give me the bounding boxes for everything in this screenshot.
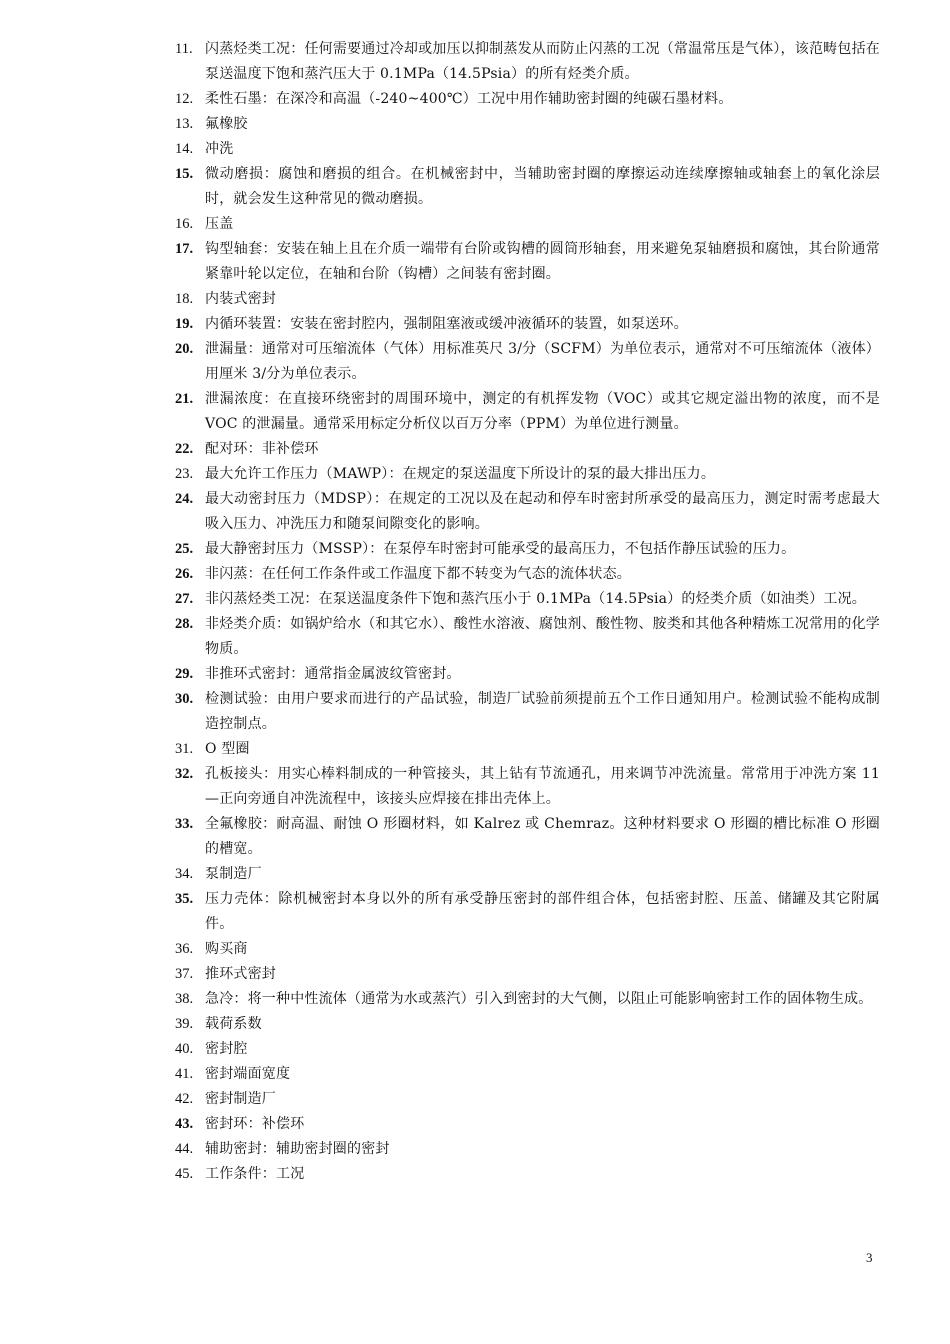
item-number: 37.	[175, 966, 194, 982]
glossary-item	[175, 1012, 880, 1037]
item-number: 43.	[175, 1116, 194, 1132]
item-text: 氟橡胶	[205, 116, 248, 132]
item-number: 21.	[175, 391, 194, 407]
glossary-item	[175, 1087, 880, 1112]
item-number: 32.	[175, 766, 194, 782]
item-number: 42.	[175, 1091, 194, 1107]
glossary-item	[175, 162, 880, 212]
glossary-item	[175, 1162, 880, 1187]
glossary-item	[175, 137, 880, 162]
item-text: 购买商	[205, 941, 248, 957]
item-text: 内循环装置：安装在密封腔内，强制阻塞液或缓冲液循环的装置，如泵送环。	[205, 316, 688, 332]
item-number: 18.	[175, 291, 194, 307]
item-number: 23.	[175, 466, 194, 482]
item-number: 29.	[175, 666, 194, 682]
item-number: 28.	[175, 616, 194, 632]
page-number: 3	[866, 1250, 873, 1265]
glossary-item	[175, 937, 880, 962]
item-number: 39.	[175, 1016, 194, 1032]
item-text: 压力壳体：除机械密封本身以外的所有承受静压密封的部件组合体，包括密封腔、压盖、储罐及其它附属件。	[205, 891, 880, 932]
item-text: 载荷系数	[205, 1016, 262, 1032]
item-text: 压盖	[205, 216, 234, 232]
item-text: 急冷：将一种中性流体（通常为水或蒸汽）引入到密封的大气侧，以阻止可能影响密封工作的固体物生成。	[205, 991, 873, 1007]
item-number: 27.	[175, 591, 194, 607]
item-number: 13.	[175, 116, 194, 132]
item-text: 钩型轴套：安装在轴上且在介质一端带有台阶或钩槽的圆筒形轴套，用来避免泵轴磨损和腐蚀，其台阶通常紧靠叶轮以定位，在轴和台阶（钩槽）之间装有密封圈。	[205, 241, 880, 282]
glossary-item	[175, 462, 880, 487]
item-number: 31.	[175, 741, 194, 757]
glossary-item	[175, 962, 880, 987]
item-number: 33.	[175, 816, 194, 832]
item-number: 45.	[175, 1166, 194, 1182]
glossary-item	[175, 737, 880, 762]
glossary-item	[175, 887, 880, 937]
item-number: 34.	[175, 866, 194, 882]
glossary-item	[175, 987, 880, 1012]
item-number: 16.	[175, 216, 194, 232]
item-text: 泵制造厂	[205, 866, 262, 882]
item-text: 内装式密封	[205, 291, 276, 307]
item-text: 密封腔	[205, 1041, 248, 1057]
item-number: 30.	[175, 691, 194, 707]
item-number: 44.	[175, 1141, 194, 1157]
glossary-item	[175, 562, 880, 587]
item-number: 12.	[175, 91, 194, 107]
item-number: 24.	[175, 491, 194, 507]
item-text: 密封环：补偿环	[205, 1116, 305, 1132]
item-number: 35.	[175, 891, 194, 907]
item-text: 孔板接头：用实心棒料制成的一种管接头，其上钻有节流通孔，用来调节冲洗流量。常常用于冲洗方案 11—正向旁通自冲洗流程中，该接头应焊接在排出壳体上。	[205, 766, 880, 807]
item-text: 密封端面宽度	[205, 1066, 291, 1082]
item-text: O 型圈	[205, 741, 250, 757]
glossary-item	[175, 1037, 880, 1062]
item-number: 36.	[175, 941, 194, 957]
glossary-item	[175, 537, 880, 562]
glossary-item	[175, 237, 880, 287]
item-text: 推环式密封	[205, 966, 276, 982]
item-text: 最大静密封压力（MSSP）：在泵停车时密封可能承受的最高压力，不包括作静压试验的压力。	[205, 541, 796, 557]
item-text: 泄漏量：通常对可压缩流体（气体）用标准英尺 3/分（SCFM）为单位表示，通常对不可压缩流体（液体）用厘米 3/分为单位表示。	[205, 341, 880, 382]
glossary-item	[175, 1062, 880, 1087]
item-number: 40.	[175, 1041, 194, 1057]
item-text: 辅助密封：辅助密封圈的密封	[205, 1141, 390, 1157]
item-number: 22.	[175, 441, 194, 457]
glossary-item	[175, 337, 880, 387]
item-text: 冲洗	[205, 141, 234, 157]
glossary-item	[175, 437, 880, 462]
item-number: 19.	[175, 316, 194, 332]
item-number: 17.	[175, 241, 194, 257]
glossary-item	[175, 1112, 880, 1137]
glossary-item	[175, 487, 880, 537]
item-text: 非烃类介质：如锅炉给水（和其它水）、酸性水溶液、腐蚀剂、酸性物、胺类和其他各种精炼工况常用的化学物质。	[205, 616, 880, 657]
glossary-item	[175, 687, 880, 737]
glossary-list	[175, 37, 880, 1187]
item-text: 密封制造厂	[205, 1091, 276, 1107]
item-text: 全氟橡胶：耐高温、耐蚀 O 形圈材料，如 Kalrez 或 Chemraz。这种材料要求 O 形圈的槽比标准 O 形圈的槽宽。	[205, 816, 880, 857]
glossary-item	[175, 112, 880, 137]
item-number: 25.	[175, 541, 194, 557]
glossary-item	[175, 1137, 880, 1162]
glossary-item	[175, 762, 880, 812]
item-text: 最大允许工作压力（MAWP）：在规定的泵送温度下所设计的泵的最大排出压力。	[205, 466, 716, 482]
item-number: 11.	[175, 41, 193, 57]
item-number: 14.	[175, 141, 194, 157]
glossary-item	[175, 587, 880, 612]
item-text: 配对环：非补偿环	[205, 441, 319, 457]
glossary-item	[175, 662, 880, 687]
glossary-item	[175, 312, 880, 337]
glossary-item	[175, 612, 880, 662]
item-number: 38.	[175, 991, 194, 1007]
item-number: 41.	[175, 1066, 194, 1082]
item-text: 检测试验：由用户要求而进行的产品试验，制造厂试验前须提前五个工作日通知用户。检测试验不能构成制造控制点。	[205, 691, 880, 732]
item-text: 微动磨损：腐蚀和磨损的组合。在机械密封中，当辅助密封圈的摩擦运动连续摩擦轴或轴套上的氧化涂层时，就会发生这种常见的微动磨损。	[205, 166, 880, 207]
glossary-item	[175, 37, 880, 87]
item-text: 泄漏浓度：在直接环绕密封的周围环境中，测定的有机挥发物（VOC）或其它规定溢出物的浓度，而不是 VOC 的泄漏量。通常采用标定分析仪以百万分率（PPM）为单位进行测量。	[205, 391, 880, 432]
item-number: 15.	[175, 166, 194, 182]
item-text: 非闪蒸烃类工况：在泵送温度条件下饱和蒸汽压小于 0.1MPa（14.5Psia）的烃类介质（如油类）工况。	[205, 591, 867, 607]
item-number: 26.	[175, 566, 194, 582]
item-text: 柔性石墨：在深冷和高温（-240~400℃）工况中用作辅助密封圈的纯碳石墨材料。	[205, 91, 733, 107]
item-number: 20.	[175, 341, 194, 357]
glossary-item	[175, 87, 880, 112]
item-text: 非闪蒸：在任何工作条件或工作温度下都不转变为气态的流体状态。	[205, 566, 631, 582]
glossary-item	[175, 387, 880, 437]
glossary-item	[175, 862, 880, 887]
glossary-item	[175, 812, 880, 862]
item-text: 最大动密封压力（MDSP）：在规定的工况以及在起动和停车时密封所承受的最高压力，测定时需考虑最大吸入压力、冲洗压力和随泵间隙变化的影响。	[205, 491, 880, 532]
glossary-item	[175, 212, 880, 237]
item-text: 闪蒸烃类工况：任何需要通过冷却或加压以抑制蒸发从而防止闪蒸的工况（常温常压是气体），该范畴包括在泵送温度下饱和蒸汽压大于 0.1MPa（14.5Psia）的所有烃类介质。	[205, 41, 880, 82]
glossary-item	[175, 287, 880, 312]
item-text: 非推环式密封：通常指金属波纹管密封。	[205, 666, 461, 682]
item-text: 工作条件：工况	[205, 1166, 305, 1182]
